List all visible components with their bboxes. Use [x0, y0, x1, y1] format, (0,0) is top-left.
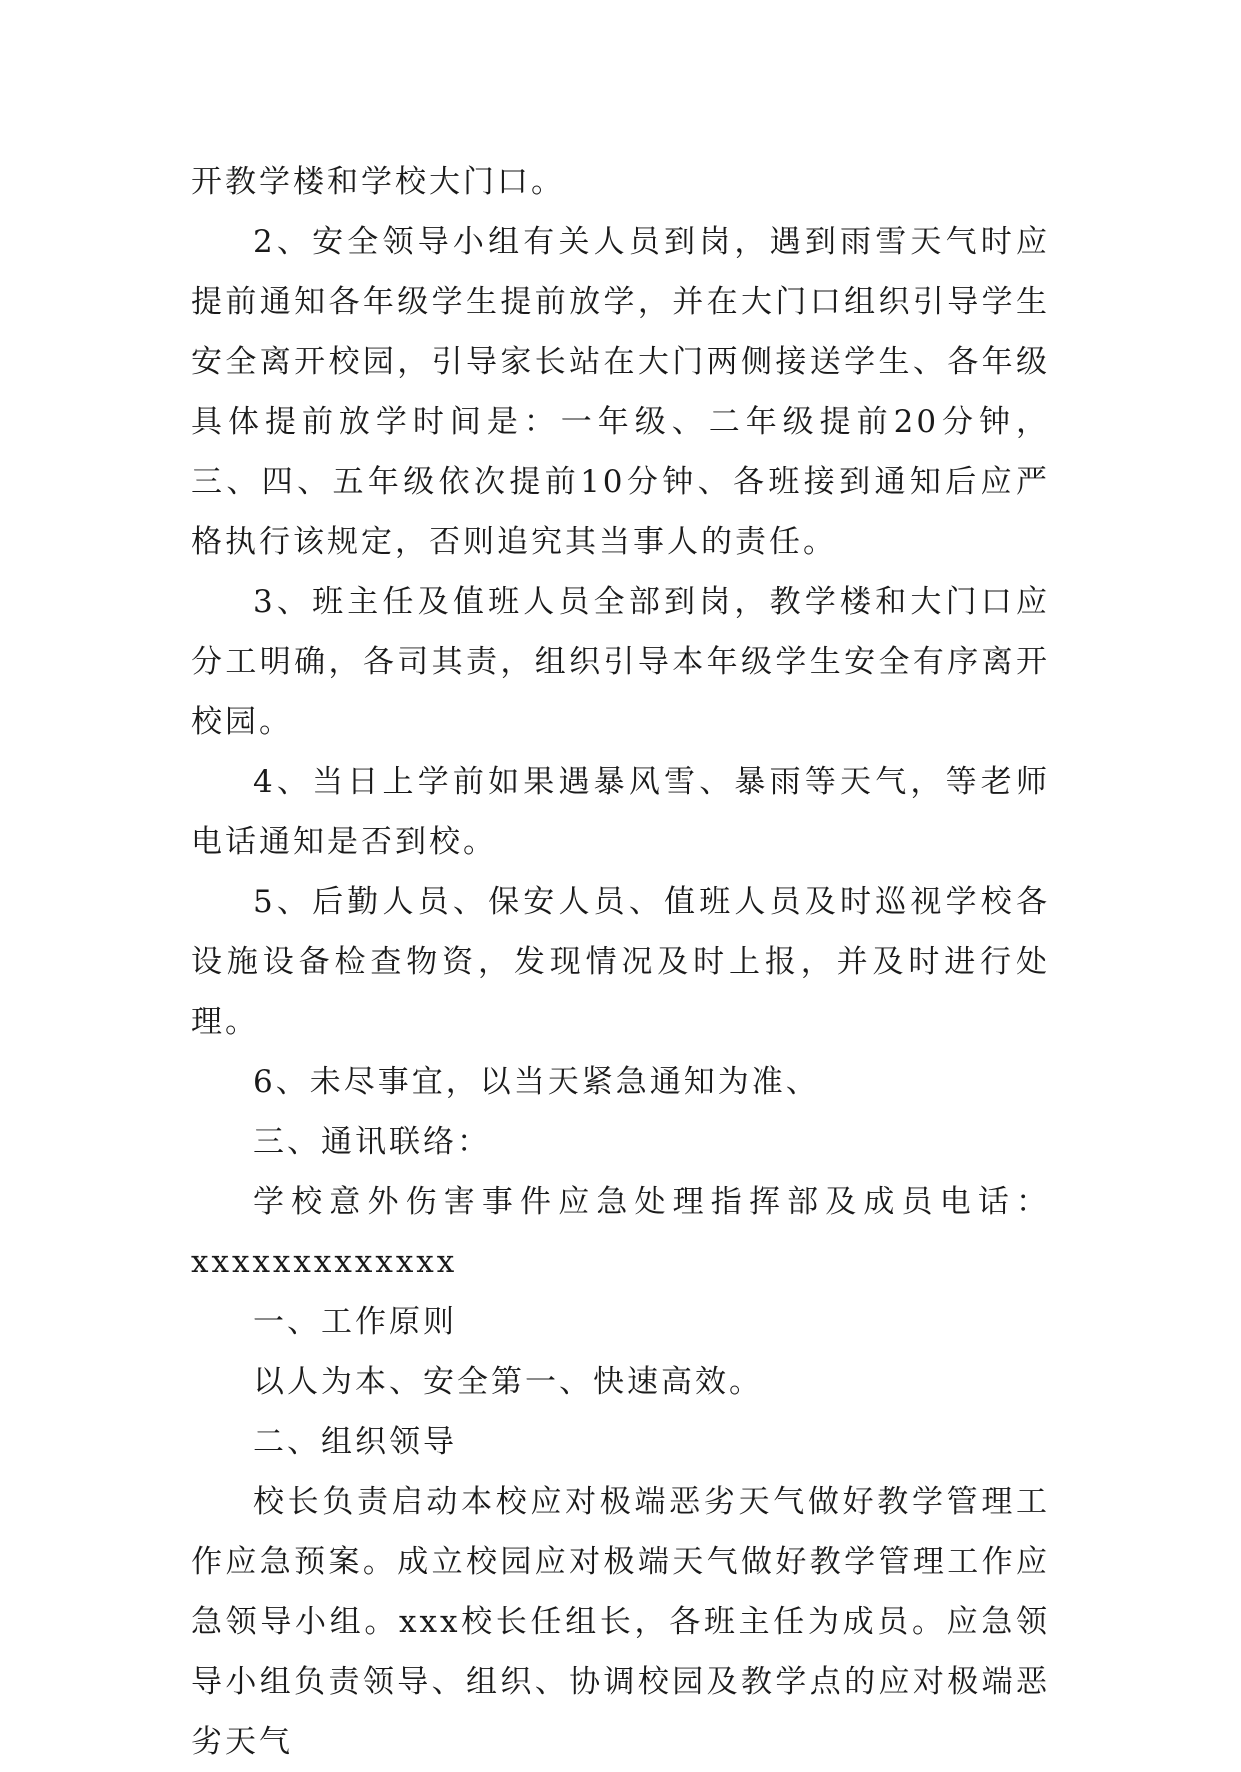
principles-text: 以人为本、安全第一、快速高效。: [253, 1364, 763, 1400]
paragraph-item-6: 6、未尽事宜，以当天紧急通知为准、: [253, 1064, 820, 1100]
document-body: [191, 152, 1050, 1772]
paragraph-item-3: 3、班主任及值班人员全部到岗，教学楼和大门口应分工明确，各司其责，组织引导本年级学生安全有序离开校园。: [191, 584, 1050, 740]
contact-phone: xxxxxxxxxxxxx: [191, 1244, 458, 1280]
contact-label: 学校意外伤害事件应急处理指挥部及成员电话：: [253, 1184, 1050, 1220]
section-heading-contact: 三、通讯联络：: [253, 1124, 491, 1160]
paragraph-continuation: 开教学楼和学校大门口。: [191, 164, 565, 200]
section-heading-organization: 二、组织领导: [253, 1424, 457, 1460]
paragraph-item-5: 5、后勤人员、保安人员、值班人员及时巡视学校各设施设备检查物资，发现情况及时上报，并及时进行处理。: [191, 884, 1050, 1040]
organization-text: 校长负责启动本校应对极端恶劣天气做好教学管理工作应急预案。成立校园应对极端天气做好教学管理工作应急领导小组。xxx校长任组长，各班主任为成员。应急领导小组负责领导、组织、协调校园及教学点的应对极端恶劣天气: [191, 1484, 1050, 1760]
paragraph-item-4: 4、当日上学前如果遇暴风雪、暴雨等天气，等老师电话通知是否到校。: [191, 764, 1050, 860]
section-heading-principles: 一、工作原则: [253, 1304, 457, 1340]
paragraph-item-2: 2、安全领导小组有关人员到岗，遇到雨雪天气时应提前通知各年级学生提前放学，并在大门口组织引导学生安全离开校园，引导家长站在大门两侧接送学生、各年级具体提前放学时间是：一年级、二年级提前20分钟，三、四、五年级依次提前10分钟、各班接到通知后应严格执行该规定，否则追究其当事人的责任。: [191, 224, 1050, 560]
